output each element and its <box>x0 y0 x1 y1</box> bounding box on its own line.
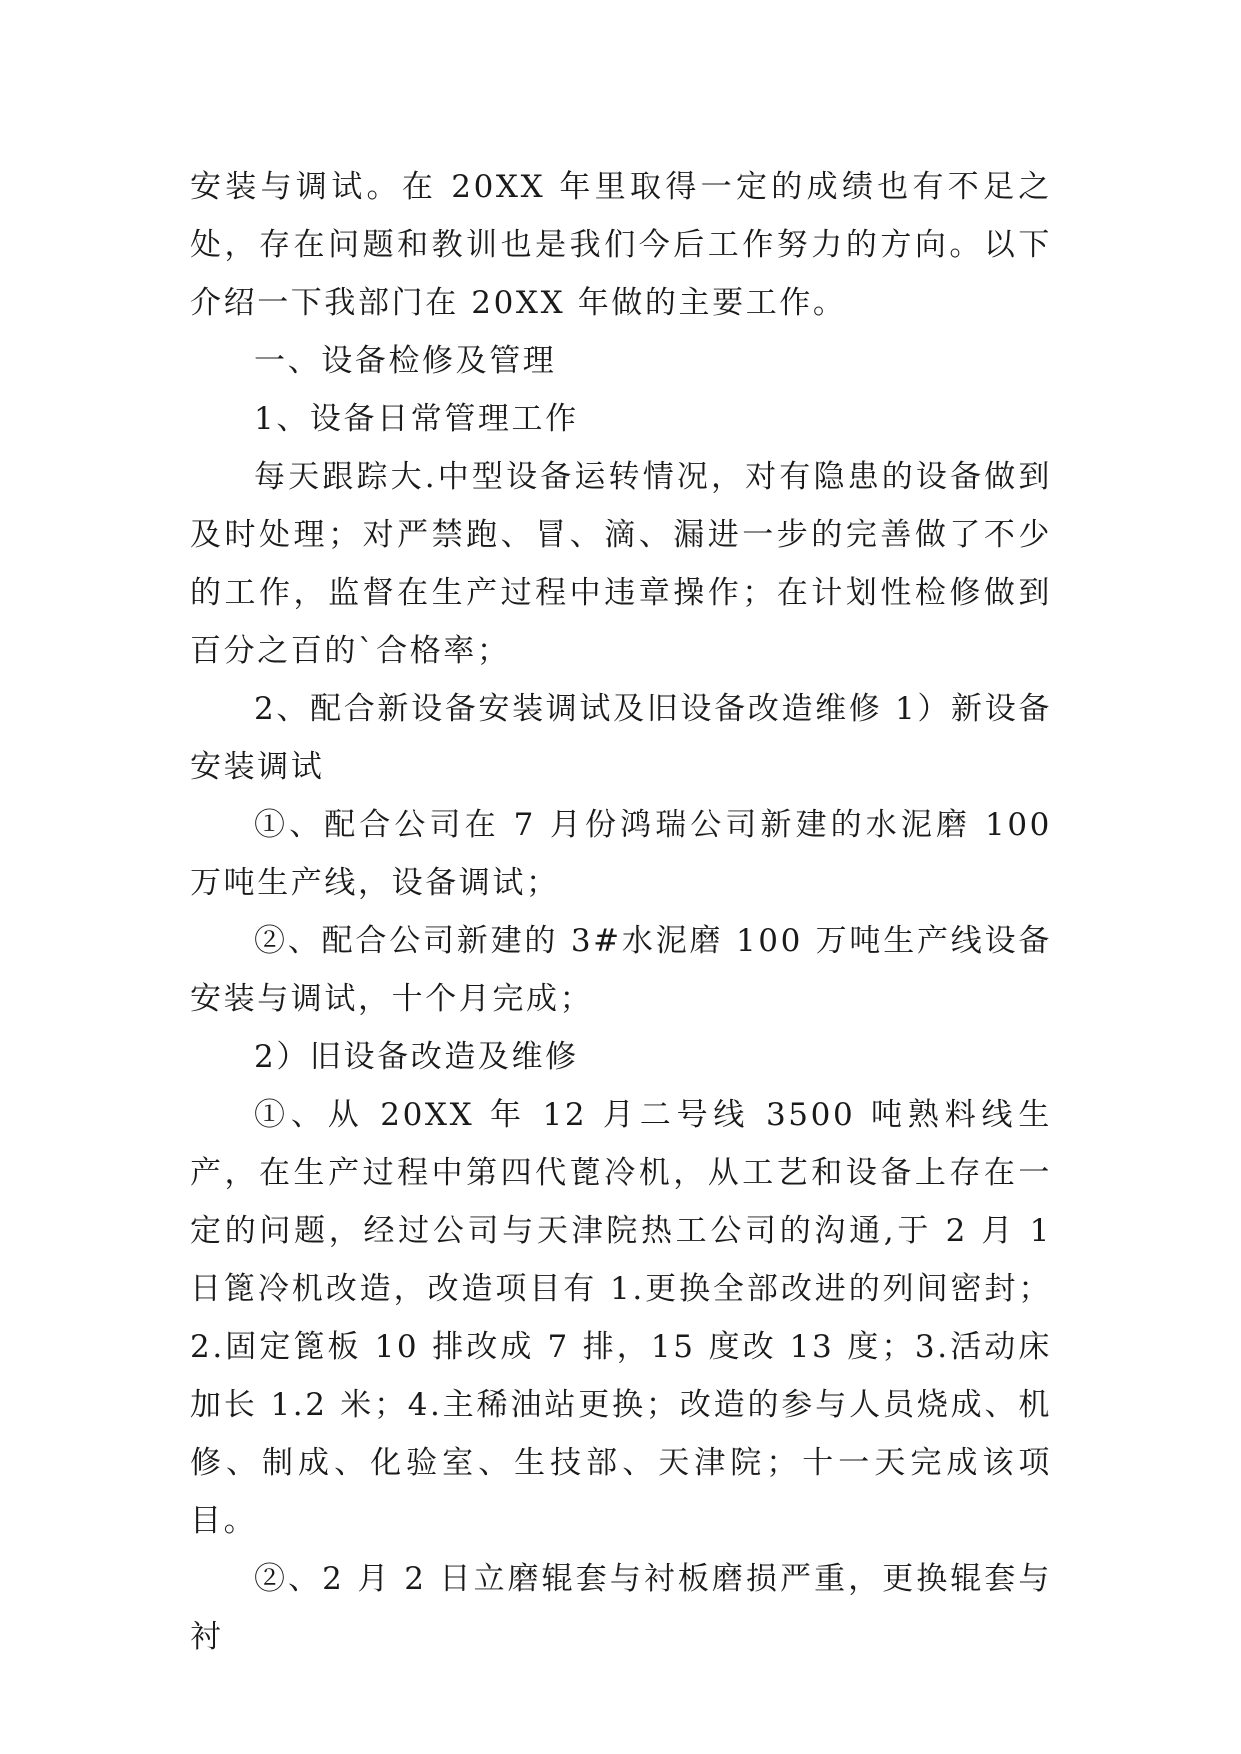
subsection-heading-retrofit: 2）旧设备改造及维修 <box>254 1039 579 1075</box>
document-body <box>190 158 1052 1666</box>
list-item-new-1: ①、配合公司在 7 月份鸿瑞公司新建的水泥磨 100 万吨生产线，设备调试； <box>190 807 1052 901</box>
paragraph-intro: 安装与调试。在 20XX 年里取得一定的成绩也有不足之处，存在问题和教训也是我们今后工作努力的方向。以下介绍一下我部门在 20XX 年做的主要工作。 <box>190 169 1052 321</box>
section-heading-equipment: 一、设备检修及管理 <box>254 343 557 379</box>
subsection-heading-installation: 2、配合新设备安装调试及旧设备改造维修 1）新设备安装调试 <box>190 691 1052 785</box>
list-item-new-2: ②、配合公司新建的 3#水泥磨 100 万吨生产线设备安装与调试，十个月完成； <box>190 923 1052 1017</box>
subsection-heading-daily-management: 1、设备日常管理工作 <box>254 401 579 437</box>
list-item-retrofit-1: ①、从 20XX 年 12 月二号线 3500 吨熟料线生产，在生产过程中第四代蓖冷机，从工艺和设备上存在一定的问题，经过公司与天津院热工公司的沟通,于 2 月 1 日篦冷机改造，改造项目有 1.更换全部改进的列间密封；2.固定篦板 10 排改成 7 排，15 度改 13 度；3.活动床加长 1.2 米；4.主稀油站更换；改造的参与人员烧成、机修、制成、化验室、生技部、天津院；十一天完成该项目。 <box>190 1097 1052 1539</box>
paragraph-daily-tracking: 每天跟踪大.中型设备运转情况，对有隐患的设备做到及时处理；对严禁跑、冒、滴、漏进一步的完善做了不少的工作，监督在生产过程中违章操作；在计划性检修做到百分之百的`合格率； <box>190 459 1052 669</box>
list-item-retrofit-2: ②、2 月 2 日立磨辊套与衬板磨损严重，更换辊套与衬 <box>190 1561 1052 1655</box>
